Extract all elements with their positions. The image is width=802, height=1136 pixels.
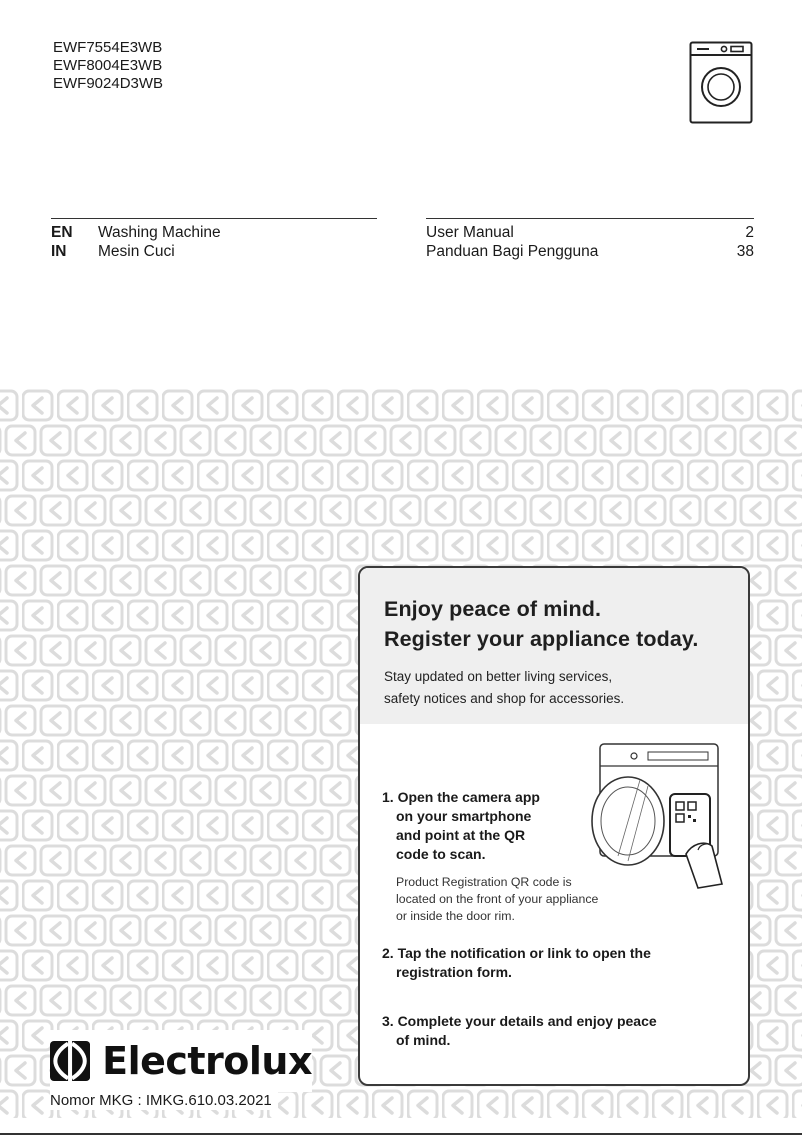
step-title-line: of mind.: [396, 1032, 451, 1048]
model-number: EWF8004E3WB: [53, 57, 163, 74]
electrolux-logo-icon: [50, 1031, 90, 1091]
model-number: EWF9024D3WB: [53, 75, 164, 92]
document-name: User Manual: [426, 224, 514, 241]
product-name: Washing Machine: [98, 224, 221, 241]
document-page-table: [426, 218, 754, 261]
step-note-line: located on the front of your appliance: [396, 892, 599, 906]
step-note-line: or inside the door rim.: [396, 909, 515, 923]
language-product-table: [51, 218, 377, 261]
electrolux-logo: [50, 1030, 312, 1092]
language-code: EN: [51, 224, 73, 241]
step-title-line: code to scan.: [396, 846, 486, 862]
language-row: [51, 242, 377, 261]
document-row[interactable]: [426, 242, 754, 261]
card-subtitle: [384, 666, 724, 710]
page-number: 2: [745, 224, 754, 241]
step-3: [382, 1012, 732, 1050]
language-code: IN: [51, 243, 67, 260]
document-name: Panduan Bagi Pengguna: [426, 243, 599, 260]
model-list: [53, 39, 163, 93]
step-title-line: 1. Open the camera app: [382, 789, 540, 805]
step-1-note: [382, 874, 642, 925]
step-title-line: and point at the QR: [396, 827, 526, 843]
card-header: [360, 568, 748, 724]
step-title-line: 3. Complete your details and enjoy peace: [382, 1013, 657, 1029]
step-1: [382, 788, 599, 925]
document-row[interactable]: [426, 223, 754, 242]
registration-card: [358, 566, 750, 1086]
model-number: EWF7554E3WB: [53, 39, 163, 56]
qr-phone-illustration: [588, 736, 738, 896]
step-title-line: registration form.: [396, 964, 512, 980]
washing-machine-icon: [689, 41, 753, 124]
card-subtitle-line: safety notices and shop for accessories.: [384, 691, 625, 706]
mkg-registration-number: Nomor MKG : IMKG.610.03.2021: [50, 1092, 278, 1110]
card-title-line: Enjoy peace of mind.: [384, 597, 602, 621]
page-number: 38: [736, 243, 754, 260]
step-title-line: on your smartphone: [396, 808, 532, 824]
card-title-line: Register your appliance today.: [384, 627, 699, 651]
product-name: Mesin Cuci: [98, 243, 175, 260]
step-1-title: [382, 788, 582, 864]
language-row: [51, 223, 377, 242]
step-note-line: Product Registration QR code is: [396, 875, 572, 889]
bottom-rule: [0, 1133, 802, 1135]
step-title-line: 2. Tap the notification or link to open the: [382, 945, 651, 961]
step-2: [382, 944, 732, 982]
card-subtitle-line: Stay updated on better living services,: [384, 669, 613, 684]
brand-name: Electrolux: [102, 1039, 312, 1083]
